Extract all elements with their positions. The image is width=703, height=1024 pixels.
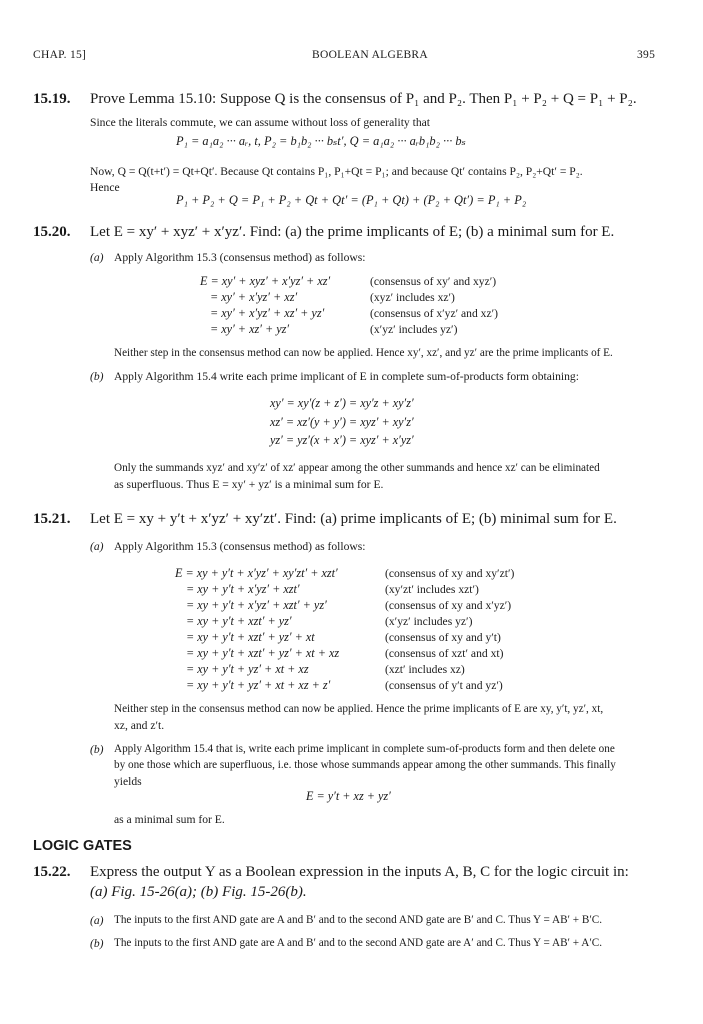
problem-15-19 [33,91,71,108]
derivation-step: = xy′ + x′yz′ + xz′ + yz′ [210,306,325,320]
derivation-note: (consensus of xy and xy′zt′) [385,567,515,580]
paragraph: as a minimal sum for E. [114,813,225,826]
equation: xy′ = xy′(z + z′) = xy′z + xy′z′ [270,396,414,410]
paragraph: xz, and z′t. [114,719,165,732]
problem-number: 15.22. [33,864,71,880]
derivation-note: (consensus of x′yz′ and xz′) [370,307,499,320]
paragraph: The inputs to the first AND gate are A and B′ and to the second AND gate are B′ and C. Thus Y = AB′ + B′C. [114,914,603,926]
paragraph: Apply Algorithm 15.3 (consensus method) as follows: [114,540,366,553]
problem-15-20 [33,224,71,241]
part-label: (b) [90,937,104,950]
part-label: (b) [90,743,104,756]
equation: xz′ = xz′(y + y′) = xyz′ + xy′z′ [270,415,414,429]
problem-statement: Express the output Y as a Boolean expression in the inputs A, B, C for the logic circuit in: [90,864,629,880]
part-label: (a) [90,251,104,264]
paragraph: The inputs to the first AND gate are A and B′ and to the second AND gate are A′ and C. Thus Y = AB′ + A′C. [114,937,603,949]
problem-statement: Let E = xy + y′t + x′yz′ + xy′zt′. Find: (a) prime implicants of E; (b) minimal sum for E. [90,511,617,527]
equation: yz′ = yz′(x + x′) = xyz′ + x′yz′ [270,433,414,447]
derivation-note: (xzt′ includes xz) [385,663,465,676]
derivation-step: = xy + y′t + xzt′ + yz′ + xt [186,630,315,644]
derivation-note: (x′yz′ includes yz′) [370,323,458,336]
problem-number: 15.19. [33,91,71,107]
section-heading: LOGIC GATES [33,838,132,854]
derivation-step: = xy + y′t + x′yz′ + xzt′ [186,582,300,596]
equation: E = y′t + xz + yz′ [306,789,391,803]
running-title: BOOLEAN ALGEBRA [312,49,428,61]
paragraph: as superfluous. Thus E = xy′ + yz′ is a minimal sum for E. [114,478,384,491]
derivation-note: (consensus of xzt′ and xt) [385,647,504,660]
problem-15-22 [33,864,71,881]
derivation-step: = xy + y′t + x′yz′ + xzt′ + yz′ [186,598,327,612]
paragraph: Only the summands xyz′ and xy′z′ of xz′ appear among the other summands and hence xz′ can be eliminated [114,462,600,474]
derivation-note: (consensus of y′t and yz′) [385,679,503,692]
page-number: 395 [637,49,656,61]
paragraph: Neither step in the consensus method can now be applied. Hence xy′, xz′, and yz′ are the prime implicants of E. [114,347,613,359]
derivation-step: = xy + y′t + xzt′ + yz′ + xt + xz [186,646,340,660]
part-label: (b) [90,370,104,383]
problem-statement: Prove Lemma 15.10: Suppose Q is the consensus of P₁ and P₂. Then P₁ + P₂ + Q = P₁ + P₂. [90,91,637,107]
derivation-step: E = xy′ + xyz′ + x′yz′ + xz′ [200,274,331,288]
derivation-note: (consensus of xy′ and xyz′) [370,275,497,288]
paragraph: by one those which are superfluous, i.e. those whose summands appear among the other summands. This finally [114,759,616,771]
derivation-note: (xy′zt′ includes xzt′) [385,583,479,596]
part-label: (a) [90,540,104,553]
problem-number: 15.20. [33,224,71,240]
derivation-note: (xyz′ includes xz′) [370,291,455,304]
problem-15-21 [33,511,71,528]
derivation-note: (x′yz′ includes yz′) [385,615,473,628]
part-label: (a) [90,914,104,927]
paragraph: Hence [90,181,120,194]
paragraph: Apply Algorithm 15.4 that is, write each prime implicant in complete sum-of-products form and then delete one [114,743,615,755]
problem-parts: (a) Fig. 15-26(a); (b) Fig. 15-26(b). [90,884,307,900]
paragraph: yields [114,775,142,788]
derivation-step: = xy + y′t + yz′ + xt + xz + z′ [186,678,331,692]
paragraph: Apply Algorithm 15.4 write each prime implicant of E in complete sum-of-products form obtaining: [114,370,579,383]
equation: P₁ = a₁a₂ ··· aᵣ, t, P₂ = b₁b₂ ··· bₛt′, Q = a₁a₂ ··· aᵣb₁b₂ ··· bₛ [176,134,466,148]
paragraph: Now, Q = Q(t+t′) = Qt+Qt′. Because Qt contains P₁, P₁+Qt = P₁; and because Qt′ contains P₂, P₂+Qt′ = P₂. [90,165,583,178]
paragraph: Apply Algorithm 15.3 (consensus method) as follows: [114,251,366,264]
problem-number: 15.21. [33,511,71,527]
derivation-step: E = xy + y′t + x′yz′ + xy′zt′ + xzt′ [175,566,338,580]
paragraph: Neither step in the consensus method can now be applied. Hence the prime implicants of E are xy, y′t, yz′, xt, [114,703,604,715]
chapter-label: CHAP. 15] [33,49,87,61]
problem-statement: Let E = xy′ + xyz′ + x′yz′. Find: (a) the prime implicants of E; (b) a minimal sum for E. [90,224,615,240]
derivation-step: = xy + y′t + xzt′ + yz′ [186,614,292,628]
derivation-step: = xy′ + x′yz′ + xz′ [210,290,298,304]
equation: P₁ + P₂ + Q = P₁ + P₂ + Qt + Qt′ = (P₁ + Qt) + (P₂ + Qt′) = P₁ + P₂ [176,193,527,207]
derivation-step: = xy + y′t + yz′ + xt + xz [186,662,309,676]
derivation-step: = xy′ + xz′ + yz′ [210,322,290,336]
paragraph: Since the literals commute, we can assume without loss of generality that [90,116,430,129]
derivation-note: (consensus of xy and y′t) [385,631,501,644]
derivation-note: (consensus of xy and x′yz′) [385,599,512,612]
